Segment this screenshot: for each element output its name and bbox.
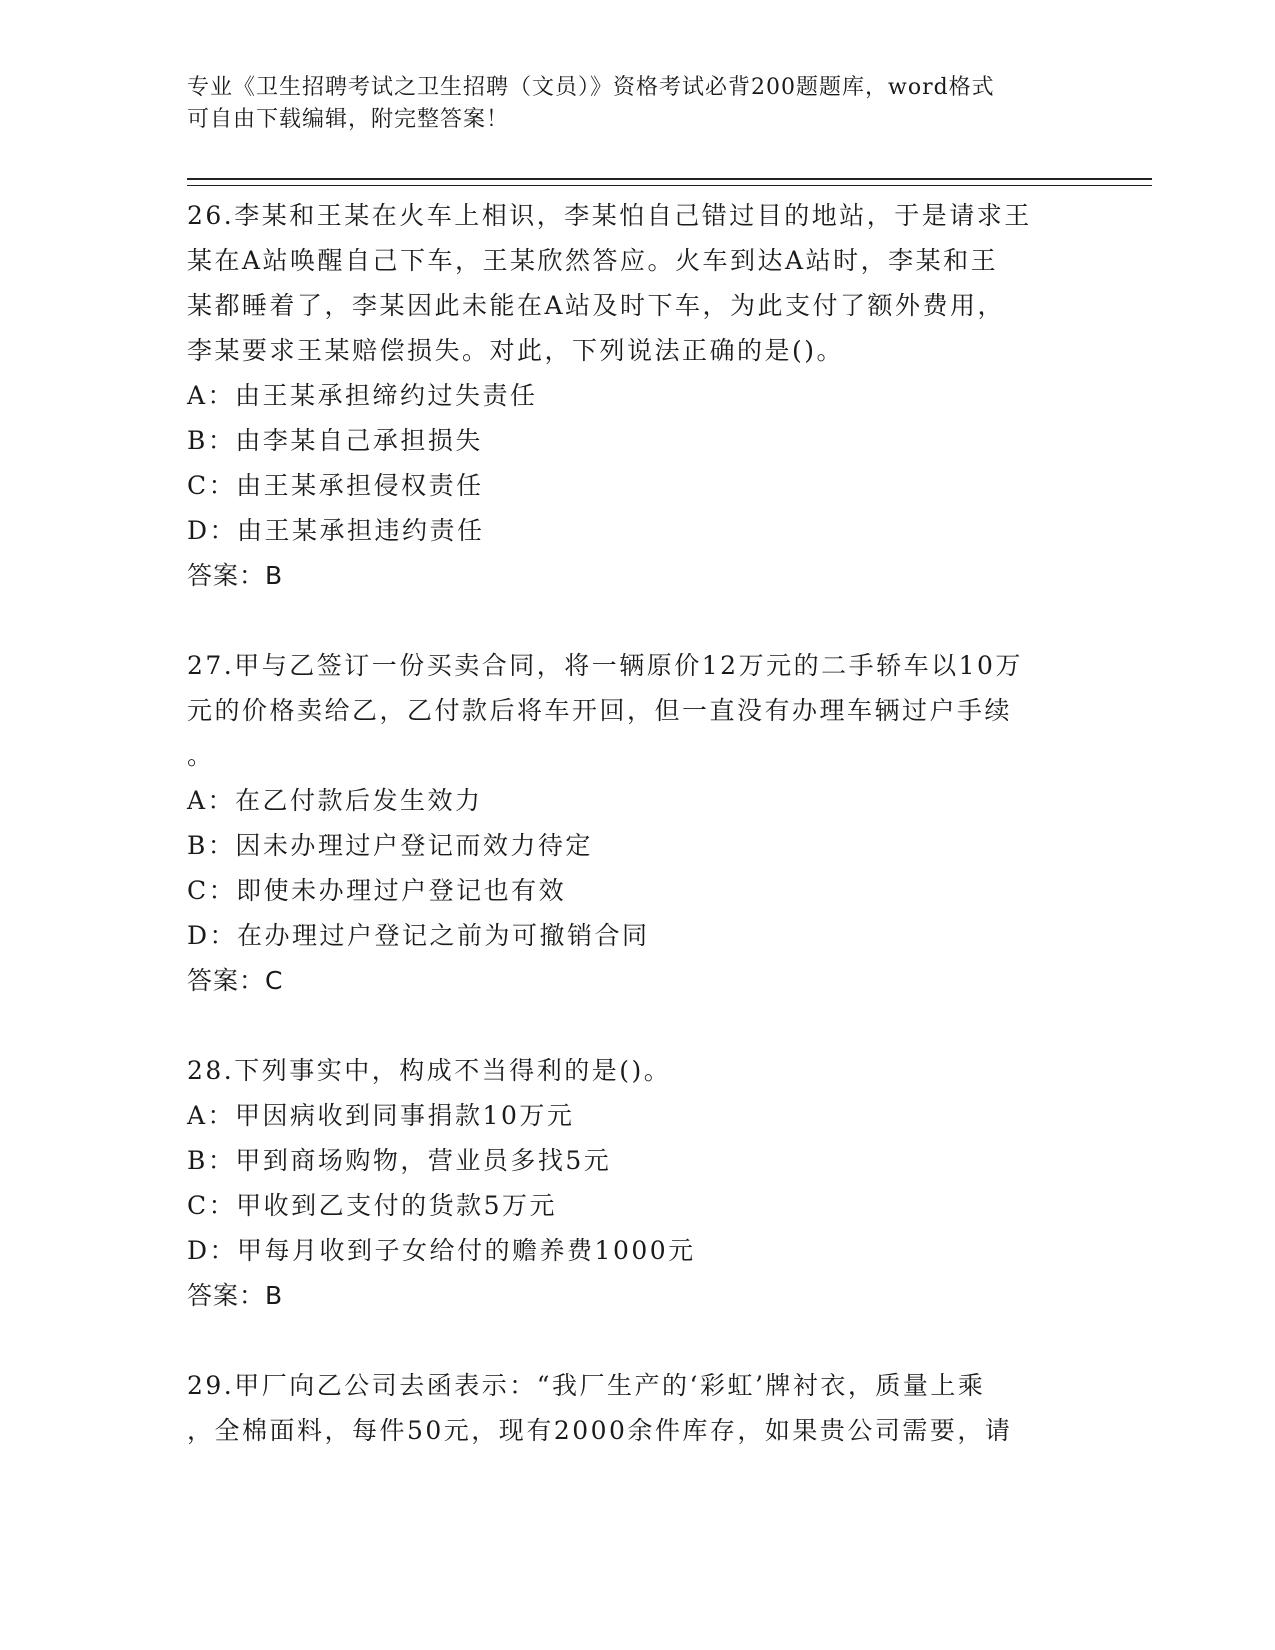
option-c: C：即使未办理过户登记也有效 bbox=[187, 876, 567, 905]
option-c: C：由王某承担侵权责任 bbox=[187, 471, 484, 500]
option-b: B：甲到商场购物，营业员多找5元 bbox=[187, 1146, 612, 1175]
question-stem-line: 28.下列事实中，构成不当得利的是()。 bbox=[187, 1056, 672, 1085]
header-divider-thin bbox=[187, 185, 1152, 186]
answer-label: 答案：B bbox=[187, 561, 284, 590]
header-line-2: 可自由下载编辑，附完整答案！ bbox=[187, 107, 510, 132]
question-stem-line: 某都睡着了，李某因此未能在A站及时下车，为此支付了额外费用， bbox=[187, 291, 1006, 320]
answer-label: 答案：B bbox=[187, 1281, 284, 1310]
question-stem-line: 。 bbox=[187, 741, 215, 770]
header-divider-thick bbox=[187, 178, 1152, 180]
question-stem-line: 29.甲厂向乙公司去函表示：“我厂生产的‘彩虹’牌衬衣，质量上乘 bbox=[187, 1371, 986, 1400]
answer-label: 答案：C bbox=[187, 966, 284, 995]
option-b: B：因未办理过户登记而效力待定 bbox=[187, 831, 593, 860]
question-stem-line: 26.李某和王某在火车上相识，李某怕自己错过目的地站，于是请求王 bbox=[187, 201, 1032, 230]
question-stem-line: 某在A站唤醒自己下车，王某欣然答应。火车到达A站时，李某和王 bbox=[187, 246, 999, 275]
option-c: C：甲收到乙支付的货款5万元 bbox=[187, 1191, 558, 1220]
question-26 bbox=[187, 193, 1087, 598]
document-header bbox=[187, 72, 1067, 136]
question-stem-line: ，全棉面料，每件50元，现有2000余件库存，如果贵公司需要，请 bbox=[187, 1416, 1013, 1445]
option-a: A：甲因病收到同事捐款10万元 bbox=[187, 1101, 575, 1130]
option-d: D：甲每月收到子女给付的赡养费1000元 bbox=[187, 1236, 696, 1265]
option-b: B：由李某自己承担损失 bbox=[187, 426, 483, 455]
question-stem-line: 元的价格卖给乙，乙付款后将车开回，但一直没有办理车辆过户手续 bbox=[187, 696, 1013, 725]
question-27 bbox=[187, 643, 1087, 1003]
question-stem-line: 27.甲与乙签订一份买卖合同，将一辆原价12万元的二手轿车以10万 bbox=[187, 651, 1023, 680]
header-line-1: 专业《卫生招聘考试之卫生招聘（文员）》资格考试必背200题题库，word格式 bbox=[187, 75, 995, 100]
option-a: A：在乙付款后发生效力 bbox=[187, 786, 483, 815]
option-a: A：由王某承担缔约过失责任 bbox=[187, 381, 538, 410]
question-29 bbox=[187, 1363, 1087, 1453]
question-stem-line: 李某要求王某赔偿损失。对此，下列说法正确的是()。 bbox=[187, 336, 845, 365]
question-list bbox=[187, 193, 1087, 1498]
option-d: D：由王某承担违约责任 bbox=[187, 516, 485, 545]
question-28 bbox=[187, 1048, 1087, 1318]
option-d: D：在办理过户登记之前为可撤销合同 bbox=[187, 921, 650, 950]
